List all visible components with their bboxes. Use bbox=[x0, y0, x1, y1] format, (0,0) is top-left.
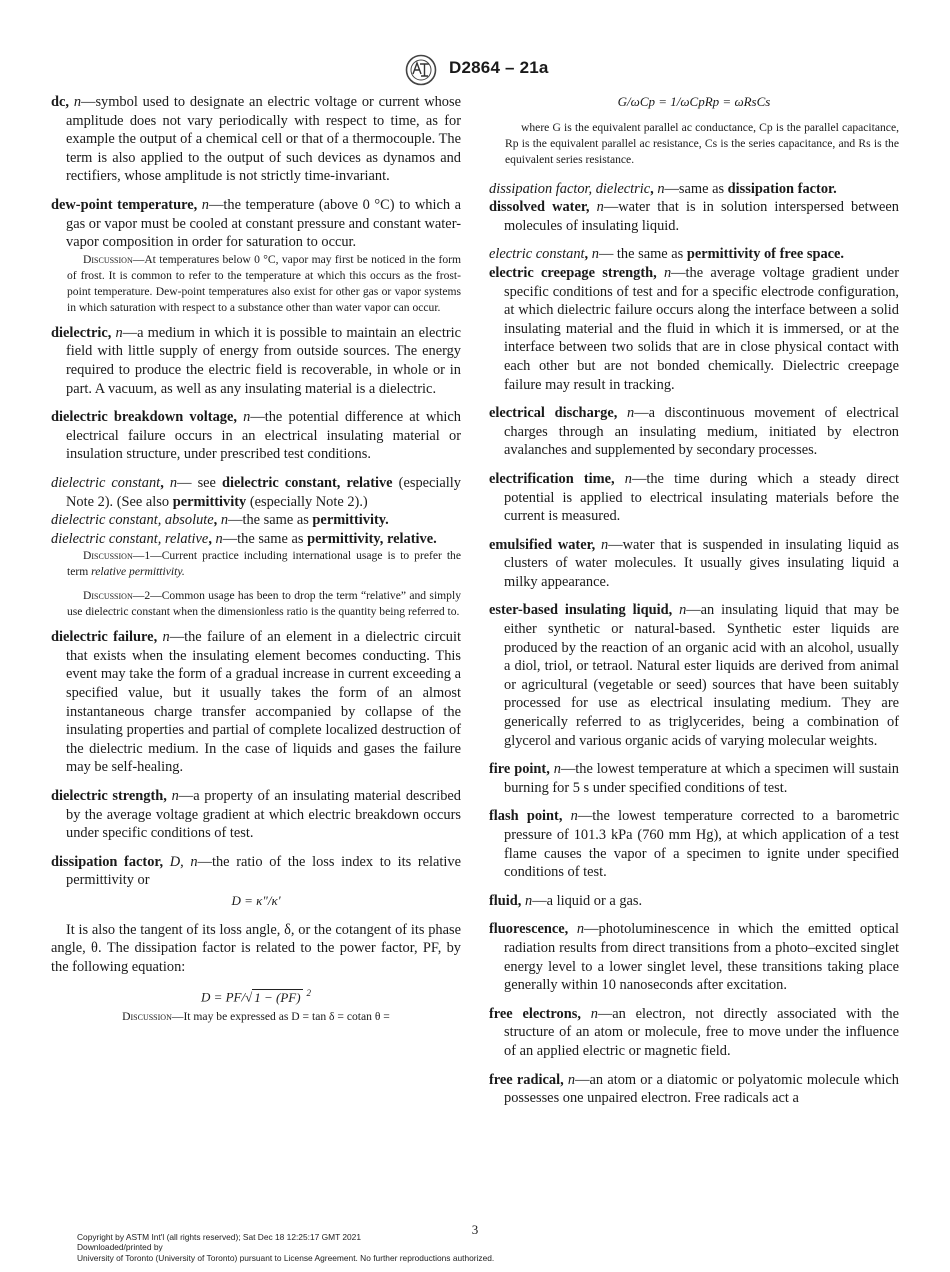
part-of-speech: n bbox=[162, 629, 170, 646]
definition: —a liquid or a gas. bbox=[532, 892, 643, 909]
footer-line: Downloaded/printed by bbox=[77, 1242, 163, 1253]
part-of-speech: n bbox=[663, 264, 672, 281]
entry-dielectric-failure bbox=[51, 628, 461, 777]
part-of-speech: n bbox=[624, 470, 632, 487]
equation: G/ωCp = 1/ωCpRp = ωRsCs bbox=[617, 94, 771, 109]
paragraph: It is also the tangent of its loss angle, δ, or the cotangent of its phase angle, θ. The dissipation factor is related to the power factor, PF, by the following equation: bbox=[51, 921, 461, 975]
discussion-label: Discussion bbox=[122, 1010, 172, 1024]
definition: —photoluminescence in which the emitted optical radiation results from direct transitions from a photo–excited singlet energy level to a lower singlet level, these transitions taking place generally within 10 nanoseconds after excitation. bbox=[504, 921, 899, 994]
discussion-note bbox=[51, 588, 461, 620]
part-of-speech: n bbox=[215, 530, 223, 547]
part-of-speech: n bbox=[567, 1071, 576, 1088]
entry-electrical-discharge bbox=[489, 404, 899, 460]
definition: —the ratio of the loss index to its relative permittivity or bbox=[66, 853, 461, 889]
term: fluid, bbox=[489, 892, 522, 909]
cross-reference: permittivity bbox=[172, 493, 247, 510]
entry-dissolved-water bbox=[489, 198, 899, 235]
left-column bbox=[51, 93, 461, 1033]
entry-dielectric-constant-absolute: dielectric constant, absolute, n—the same as permittivity. bbox=[51, 512, 389, 529]
copyright-footer bbox=[77, 1232, 494, 1263]
term: dissipation factor, bbox=[51, 853, 164, 870]
term: fire point, bbox=[489, 761, 550, 778]
definition: —an insulating liquid that may be either synthetic or natural-based. Synthetic ester liquids are produced by the reaction of an organic acid with an alcohol, usually a diol, triol, or tetraol. Natural ester liquids are derived from animal or agricultural (vegetable or seed) sources that have been suitably processed for use as electrical insulating medium. They are generically referred to as triglycerides, being a combination of glycerol and various organic acids of varying molecular weights. bbox=[504, 602, 899, 749]
entry-dielectric-strength bbox=[51, 787, 461, 843]
page-number: 3 bbox=[471, 1222, 479, 1237]
term: electric creepage strength, bbox=[489, 264, 657, 281]
part-of-speech: n bbox=[115, 324, 123, 341]
term: dielectric failure, bbox=[51, 629, 158, 646]
part-of-speech: n bbox=[525, 892, 533, 909]
term: free electrons, bbox=[489, 1005, 581, 1022]
discussion-term: relative permittivity. bbox=[91, 565, 185, 579]
page-header bbox=[0, 54, 950, 86]
discussion-text: —1—Current practice including international usage is to prefer the term bbox=[67, 549, 461, 579]
cross-reference: dielectric constant, relative bbox=[222, 474, 393, 491]
definition: (especially Note 2). (See also bbox=[66, 474, 461, 510]
cross-reference: dissipation factor. bbox=[727, 180, 837, 197]
part-of-speech: n bbox=[590, 1005, 598, 1022]
part-of-speech: n bbox=[190, 853, 198, 870]
cross-reference: permittivity. bbox=[312, 512, 389, 529]
entry-ester-based-insulating-liquid bbox=[489, 601, 899, 750]
entry-flash-point bbox=[489, 807, 899, 881]
part-of-speech: n bbox=[576, 921, 585, 938]
equation-part: D = PF/ bbox=[200, 989, 246, 1005]
entry-dielectric-constant: dielectric constant, n— see dielectric constant, relative (especially Note 2). (See also permittivity (especially Note 2).) bbox=[51, 474, 461, 510]
definition: — see bbox=[177, 474, 223, 491]
entry-emulsified-water bbox=[489, 536, 899, 592]
part-of-speech: n bbox=[169, 474, 178, 491]
entry-dielectric-breakdown-voltage bbox=[51, 408, 461, 464]
term: dielectric constant, relative bbox=[51, 530, 209, 547]
definition: —water that is suspended in insulating liquid as clusters of water molecules. It usually gives insulating liquid a milky appearance. bbox=[504, 536, 900, 590]
term: dissipation factor, dielectric bbox=[489, 180, 651, 197]
cross-reference: permittivity, relative. bbox=[307, 530, 437, 547]
term: dew-point temperature, bbox=[51, 196, 198, 213]
term: dielectric strength, bbox=[51, 788, 167, 805]
entry-dc bbox=[51, 93, 461, 186]
part-of-speech: n bbox=[171, 788, 179, 805]
term: dc, bbox=[51, 94, 69, 110]
definition: —the average voltage gradient under specific conditions of test and for a specific electrode configuration, at which dielectric failure occurs along the interface between a solid insulating material and the fluid in which it is immersed, or at the interface between two solids that are in close physical contact with each other but are not bonded chemically. Dielectric creepage failure may result in tracking. bbox=[504, 264, 899, 393]
definition: —symbol used to designate an electric voltage or current whose amplitude does not vary periodically with respect to time, as for example the output of a chemical cell or that of a thermocouple. The term is also applied to the output of such devices as dynamos and rectifiers, whose amplitude is not strictly time-invariant. bbox=[66, 94, 461, 185]
part-of-speech: n bbox=[600, 536, 609, 553]
part-of-speech: n bbox=[570, 808, 578, 825]
discussion-label: Discussion bbox=[83, 549, 133, 563]
part-of-speech: n bbox=[626, 405, 635, 422]
term: fluorescence, bbox=[489, 921, 569, 938]
term: dielectric constant bbox=[51, 474, 161, 491]
definition: —a medium in which it is possible to maintain an electric field with little supply of energy from outside sources. The energy required to produce the electric field is recoverable, in whole or in part. A vacuum, as well as any insulating material is a dielectric. bbox=[66, 324, 461, 397]
term: dielectric breakdown voltage, bbox=[51, 409, 237, 426]
definition: —an atom or a diatomic or polyatomic molecule which possesses one unpaired electron. Free radicals act a bbox=[504, 1071, 899, 1107]
term: ester-based insulating liquid, bbox=[489, 602, 673, 619]
discussion-note bbox=[51, 548, 461, 580]
term: dielectric constant, absolute bbox=[51, 512, 214, 529]
discussion-text: —It may be expressed as D = tan δ = cotan θ = bbox=[171, 1010, 390, 1024]
definition: —a property of an insulating material described by the average voltage gradient at which electric breakdown occurs under specific conditions of test. bbox=[66, 788, 461, 842]
equation: D = PF/√ 1 − (PF) $^2$ bbox=[200, 988, 312, 1005]
definition: —an electron, not directly associated with the structure of an atom or molecule, free to move under the influence of an applied electric or magnetic field. bbox=[504, 1005, 899, 1059]
definition: —the failure of an element in a dielectric circuit that exists when the insulating element becomes conducting. This event may take the form of a gradual increase in current exceeding a specified value, but it usually takes the form of an almost instantaneous charge transfer accompanied by collapse of the insulating properties and partial of complete localized destruction of the dielectric medium. In the case of liquids and gases the failure may be self-healing. bbox=[66, 629, 461, 776]
document-id: D2864 – 21a bbox=[449, 58, 549, 77]
definition: —the lowest temperature corrected to a barometric pressure of 101.3 kPa (760 mm Hg), at which application of a test flame causes the vapor of a specimen to ignite under specified conditions of test. bbox=[504, 808, 899, 881]
part-of-speech: n bbox=[591, 246, 599, 263]
term: flash point, bbox=[489, 808, 563, 825]
discussion-text: —At temperatures below 0 °C, vapor may first be noticed in the form of frost. It is common to refer to the temperature at which this occurs as the frost-point temperature. Dew-point temperatures also exist for other gas or vapor systems in which saturation with respect to a substance other than water vapor can occur. bbox=[67, 252, 461, 314]
entry-dew-point-temperature bbox=[51, 196, 461, 252]
entry-electric-creepage-strength bbox=[489, 264, 899, 394]
discussion-note bbox=[51, 1009, 461, 1025]
discussion-label: Discussion bbox=[83, 589, 133, 603]
astm-logo-icon bbox=[404, 54, 438, 86]
equation: D = κ"/κ' bbox=[231, 893, 281, 908]
part-of-speech: n bbox=[657, 180, 665, 197]
term: electrical discharge, bbox=[489, 405, 618, 422]
definition: —the lowest temperature at which a specimen will sustain burning for 5 s under specified conditions of test. bbox=[504, 761, 899, 796]
definition: — the same as bbox=[598, 246, 687, 263]
equation-legend: where G is the equivalent parallel ac conductance, Cp is the parallel capacitance, Rp is the equivalent parallel ac resistance, Cs is the series capacitance, and Rs is the equivalent series resistance. bbox=[505, 120, 899, 166]
entry-electrification-time bbox=[489, 470, 899, 526]
right-column bbox=[489, 93, 899, 1118]
symbol: D bbox=[169, 853, 181, 870]
term: dielectric, bbox=[51, 324, 112, 341]
definition: —the same as bbox=[228, 512, 313, 529]
definition: —the time during which a steady direct potential is applied to electrical insulating materials before the current is measured. bbox=[504, 470, 899, 525]
discussion-text: —2—Common usage has been to drop the term “relative” and simply use dielectric constant when the dimensionless ratio is the quantity being referred to. bbox=[67, 589, 461, 619]
entry-dissipation-factor: dissipation factor, D, n—the ratio of the loss index to its relative permittivity or bbox=[51, 853, 461, 889]
entry-fluid bbox=[489, 892, 899, 911]
term: free radical, bbox=[489, 1071, 564, 1088]
footer-line: University of Toronto (University of Toronto) pursuant to License Agreement. No further reproductions authorized. bbox=[77, 1252, 495, 1263]
definition: (especially Note 2).) bbox=[246, 493, 368, 510]
definition: —water that is in solution interspersed between molecules of insulating liquid. bbox=[504, 199, 899, 234]
part-of-speech: n bbox=[73, 94, 82, 110]
discussion-label: Discussion bbox=[83, 252, 133, 266]
term: dissolved water, bbox=[489, 199, 590, 216]
part-of-speech: n bbox=[596, 199, 604, 216]
entry-dissipation-factor-dielectric: dissipation factor, dielectric, n—same as dissipation factor. bbox=[489, 180, 837, 197]
equation-radicand: 1 − (PF) bbox=[254, 989, 301, 1005]
definition: —the same as bbox=[222, 530, 308, 547]
definition: —same as bbox=[664, 180, 728, 197]
entry-fluorescence bbox=[489, 920, 899, 994]
part-of-speech: n bbox=[243, 409, 251, 426]
entry-free-electrons bbox=[489, 1005, 899, 1061]
equation-exponent: 2 bbox=[306, 988, 312, 999]
entry-fire-point bbox=[489, 760, 899, 797]
part-of-speech: n bbox=[679, 602, 687, 619]
part-of-speech: n bbox=[553, 761, 561, 778]
definition: —the temperature (above 0 °C) to which a gas or vapor must be cooled at constant pressure and constant water-vapor composition in order for saturation to occur. bbox=[66, 196, 461, 251]
definition: —the potential difference at which electrical failure occurs in an electrical insulating material or insulation structure, under prescribed test conditions. bbox=[66, 409, 461, 463]
term: emulsified water, bbox=[489, 536, 596, 553]
part-of-speech: n bbox=[201, 196, 209, 213]
term: electric constant bbox=[489, 246, 585, 263]
entry-dielectric-constant-relative: dielectric constant, relative, n—the same as permittivity, relative. bbox=[51, 530, 437, 547]
discussion-note bbox=[51, 252, 461, 316]
entry-dielectric bbox=[51, 324, 461, 398]
term: electrification time, bbox=[489, 470, 615, 487]
footer-line: Copyright by ASTM Int'l (all rights reserved); Sat Dec 18 12:25:17 GMT 2021 bbox=[77, 1232, 361, 1242]
cross-reference: permittivity of free space. bbox=[686, 246, 845, 263]
entry-electric-constant: electric constant, n— the same as permittivity of free space. bbox=[489, 246, 845, 263]
part-of-speech: n bbox=[220, 512, 229, 529]
entry-free-radical bbox=[489, 1071, 899, 1108]
definition: —a discontinuous movement of electrical charges through an insulating medium, initiated by electron avalanches and supplemented by secondary processes. bbox=[504, 405, 899, 459]
